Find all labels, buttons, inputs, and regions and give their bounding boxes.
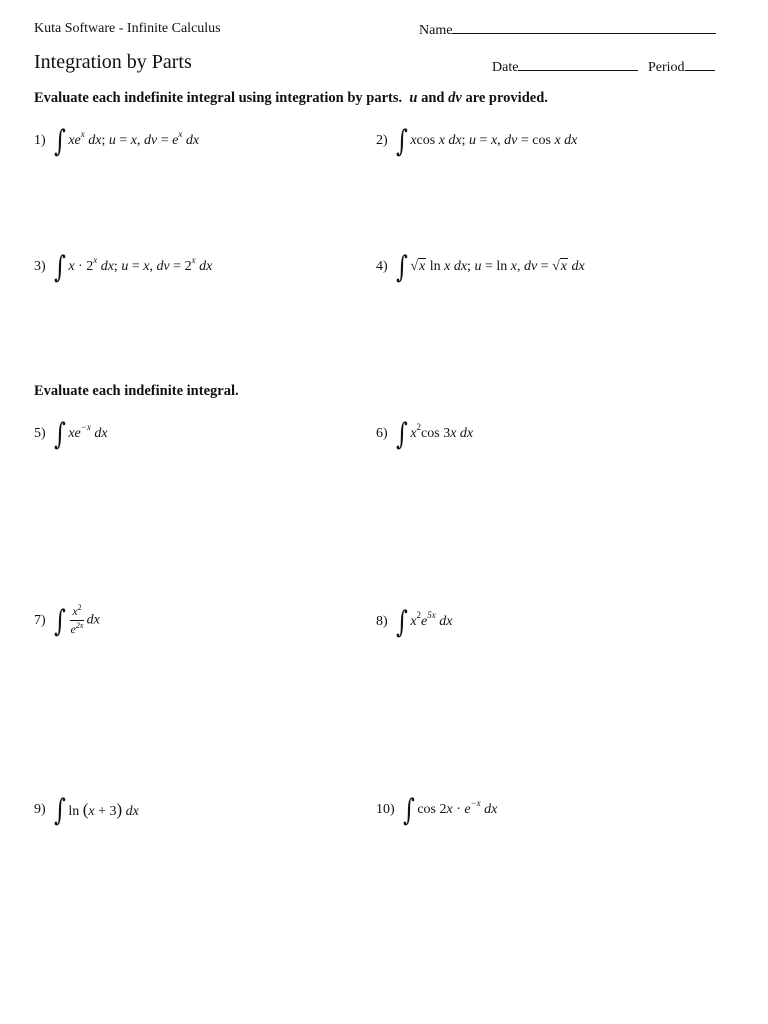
problem-2: 2) ∫ xcos x dx; u = x, dv = cos x dx [376, 124, 578, 159]
worksheet-title: Integration by Parts [34, 51, 192, 73]
problem-1-expression: $xe^x$ dx; u = x, dv = $e^x$ dx [68, 129, 200, 148]
problem-8: 8) ∫ $x^2e^{5x}$ dx [376, 605, 453, 640]
problem-7: 7) ∫ $\frac{x^2}{e^{2x}}$ dx [34, 603, 100, 639]
integral-sign-icon: ∫ [395, 605, 408, 640]
sqrt-icon: √x [410, 259, 426, 274]
integral-sign-icon: ∫ [53, 603, 66, 639]
fraction: $\frac{x^2}{e^{2x}}$ [70, 603, 84, 636]
problem-6: 6) ∫ $x^2\cos$ 3x dx [376, 417, 474, 452]
integral-sign-icon: ∫ [53, 250, 66, 285]
integral-sign-icon: ∫ [53, 124, 66, 159]
publisher-label: Kuta Software - Infinite Calculus [34, 21, 221, 36]
section-1-instructions: Evaluate each indefinite integral using integration by parts. u and dv are provided. [34, 90, 548, 106]
problem-3-expression: $x \cdot 2^x$ dx; u = x, dv = $2^x$ dx [68, 255, 213, 274]
problem-10: 10) ∫ $\cos 2x \cdot e^{-x}$ dx [376, 793, 498, 828]
name-label: Name [419, 23, 453, 38]
integral-sign-icon: ∫ [402, 793, 415, 828]
problem-4: 4) ∫ √x ln x dx; u = ln x, dv = √x dx [376, 250, 585, 285]
problem-8-expression: $x^2e^{5x}$ dx [410, 610, 453, 629]
problem-3: 3) ∫ $x \cdot 2^x$ dx; u = x, dv = $2^x$ dx [34, 250, 213, 285]
problem-4-expression: √x ln x dx; u = ln x, dv = √x dx [410, 259, 585, 274]
problem-1: 1) ∫ $xe^x$ dx; u = x, dv = $e^x$ dx [34, 124, 200, 159]
name-blank[interactable] [452, 21, 716, 34]
section-2-instructions: Evaluate each indefinite integral. [34, 383, 239, 399]
problem-5: 5) ∫ $xe^{-x}$ dx [34, 417, 108, 452]
integral-sign-icon: ∫ [53, 417, 66, 452]
name-field[interactable] [419, 21, 716, 39]
problem-9-expression: ln (x + 3) dx [68, 800, 139, 819]
date-blank[interactable] [518, 58, 638, 71]
date-label: Date [492, 60, 519, 75]
period-blank[interactable] [685, 58, 715, 71]
integral-sign-icon: ∫ [395, 417, 408, 452]
problem-10-expression: $\cos 2x \cdot e^{-x}$ dx [417, 798, 498, 817]
problem-6-expression: $x^2\cos$ 3x dx [410, 422, 474, 441]
period-label: Period [647, 60, 685, 75]
date-field[interactable] [492, 58, 715, 76]
integral-sign-icon: ∫ [395, 124, 408, 159]
problem-5-expression: $xe^{-x}$ dx [68, 422, 108, 441]
sqrt-icon: √x [552, 259, 567, 274]
integral-sign-icon: ∫ [53, 793, 66, 828]
problem-7-expression: $\frac{x^2}{e^{2x}}$ dx [70, 603, 100, 636]
integral-sign-icon: ∫ [395, 250, 408, 285]
problem-2-expression: xcos x dx; u = x, dv = cos x dx [410, 133, 578, 148]
problem-9: 9) ∫ ln (x + 3) dx [34, 793, 139, 828]
